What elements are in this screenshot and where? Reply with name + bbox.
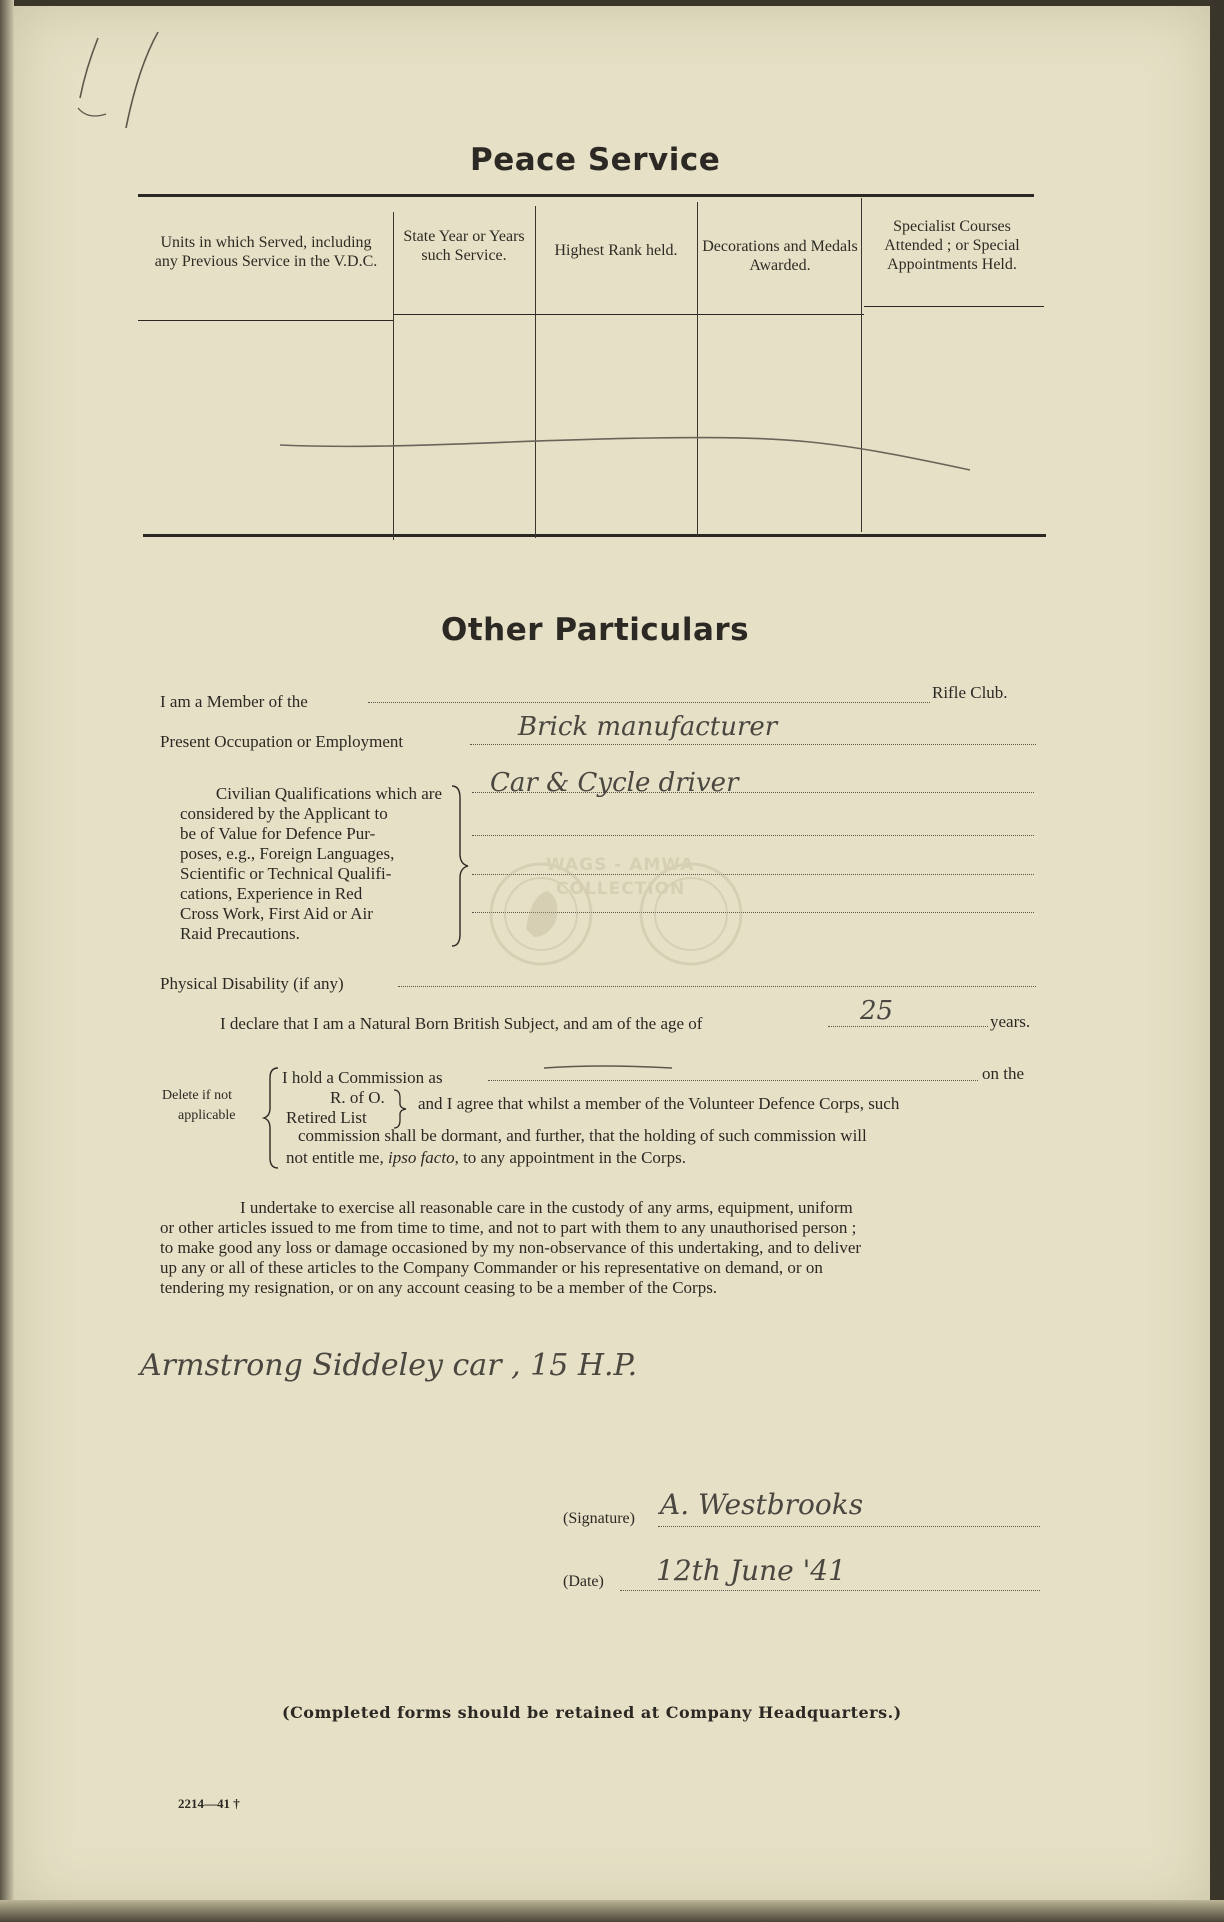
undertaking-line: or other articles issued to me from time to time, and not to part with them to any unauthorised person ; bbox=[160, 1218, 857, 1237]
civilian-brace bbox=[448, 784, 472, 948]
paper-bottom-edge bbox=[0, 1900, 1224, 1922]
occupation-value: Brick manufacturer bbox=[518, 712, 778, 742]
on-the-label: on the bbox=[982, 1064, 1025, 1083]
civ-line: considered by the Applicant to bbox=[180, 804, 388, 823]
disability-field[interactable] bbox=[398, 986, 1036, 987]
retired-list-label: Retired List bbox=[286, 1108, 367, 1127]
signature-value: A. Westbrooks bbox=[660, 1488, 864, 1521]
years-label: years. bbox=[990, 1012, 1031, 1031]
col-units: Units in which Served, including any Previous Service in the V.D.C. bbox=[154, 234, 378, 270]
member-label: I am a Member of the bbox=[160, 692, 308, 711]
stamp-seal-icon bbox=[486, 859, 596, 969]
age-value: 25 bbox=[860, 996, 894, 1026]
stamp-line-2: COLLECTION bbox=[556, 879, 686, 899]
ipso-facto: ipso facto bbox=[387, 1148, 455, 1167]
date-label: (Date) bbox=[563, 1573, 604, 1590]
civ-line: poses, e.g., Foreign Languages, bbox=[180, 844, 395, 863]
commission-line-3: commission shall be dormant, and further, that the holding of such commission will bbox=[298, 1126, 867, 1145]
stamp-seal-icon bbox=[636, 859, 746, 969]
peace-service-title: Peace Service bbox=[470, 142, 721, 178]
table-header-rule bbox=[394, 314, 864, 315]
undertaking-line: tendering my resignation, or on any account ceasing to be a member of the Corps. bbox=[160, 1278, 718, 1297]
rifle-club-label: Rifle Club. bbox=[932, 683, 1008, 702]
civilian-qualifications-label bbox=[160, 784, 450, 944]
ro-brace bbox=[392, 1088, 412, 1130]
table-col-divider bbox=[393, 212, 394, 540]
strike-through-line bbox=[270, 410, 990, 480]
col-years: State Year or Years such Service. bbox=[403, 228, 525, 264]
delete-brace bbox=[262, 1066, 282, 1170]
table-col-divider bbox=[861, 198, 862, 532]
form-code: 2214—41 † bbox=[178, 1796, 240, 1811]
civ-line: Civilian Qualifications which are bbox=[215, 784, 442, 803]
table-col-divider bbox=[535, 206, 536, 538]
civilian-field-2[interactable] bbox=[472, 835, 1034, 836]
commission-line-4 bbox=[286, 1148, 686, 1168]
disability-label: Physical Disability (if any) bbox=[160, 974, 344, 993]
completed-forms-note: (Completed forms should be retained at Company Headquarters.) bbox=[282, 1703, 902, 1722]
date-value: 12th June '41 bbox=[656, 1554, 846, 1587]
civ-line: cations, Experience in Red bbox=[180, 884, 363, 903]
civ-line: Cross Work, First Aid or Air bbox=[180, 904, 373, 923]
other-particulars-title: Other Particulars bbox=[441, 612, 750, 648]
handwritten-note: Armstrong Siddeley car , 15 H.P. bbox=[140, 1348, 638, 1383]
date-field[interactable] bbox=[620, 1590, 1040, 1591]
commission-field[interactable] bbox=[488, 1080, 978, 1081]
declaration-text: I declare that I am a Natural Born British Subject, and am of the age of bbox=[220, 1014, 703, 1033]
civilian-value: Car & Cycle driver bbox=[490, 768, 739, 798]
signature-label: (Signature) bbox=[563, 1510, 635, 1527]
undertaking-line: I undertake to exercise all reasonable care in the custody of any arms, equipment, uniform bbox=[240, 1198, 853, 1217]
delete-label-1: Delete if not bbox=[162, 1088, 232, 1103]
pencil-mark bbox=[68, 28, 208, 138]
ro-label: R. of O. bbox=[330, 1088, 385, 1107]
commission-text: not entitle me, bbox=[286, 1148, 388, 1167]
rifle-club-field[interactable] bbox=[368, 702, 930, 703]
stamp-line-1: WAGS - AMWA bbox=[546, 855, 695, 875]
commission-strike bbox=[540, 1062, 680, 1074]
table-col-divider bbox=[697, 202, 698, 536]
table-top-rule bbox=[138, 194, 1034, 197]
civ-line: be of Value for Defence Pur- bbox=[180, 824, 376, 843]
col-rank: Highest Rank held. bbox=[554, 242, 678, 259]
col-decorations: Decorations and Medals Awarded. bbox=[702, 238, 858, 274]
collection-stamp bbox=[486, 855, 746, 975]
civ-line: Raid Precautions. bbox=[180, 924, 300, 943]
commission-label: I hold a Commission as bbox=[282, 1068, 443, 1087]
civ-line: Scientific or Technical Qualifi- bbox=[180, 864, 392, 883]
col-specialist: Specialist Courses Attended ; or Special Appointments Held. bbox=[884, 218, 1020, 273]
signature-field[interactable] bbox=[658, 1526, 1040, 1527]
table-header-rule bbox=[138, 320, 394, 321]
undertaking-line: to make good any loss or damage occasioned by my non-observance of this undertaking, and to deliver bbox=[160, 1238, 862, 1257]
table-header-rule bbox=[864, 306, 1044, 307]
paper-left-edge bbox=[0, 0, 14, 1922]
commission-line-2: and I agree that whilst a member of the Volunteer Defence Corps, such bbox=[418, 1094, 900, 1113]
commission-text: , to any appointment in the Corps. bbox=[454, 1148, 686, 1167]
undertaking-line: up any or all of these articles to the Company Commander or his representative on demand, or on bbox=[160, 1258, 823, 1277]
occupation-field[interactable] bbox=[470, 744, 1036, 745]
occupation-label: Present Occupation or Employment bbox=[160, 732, 404, 751]
undertaking-paragraph bbox=[160, 1198, 1050, 1298]
table-bottom-rule bbox=[143, 534, 1046, 537]
delete-label-2: applicable bbox=[178, 1108, 236, 1123]
age-field[interactable] bbox=[828, 1026, 988, 1027]
